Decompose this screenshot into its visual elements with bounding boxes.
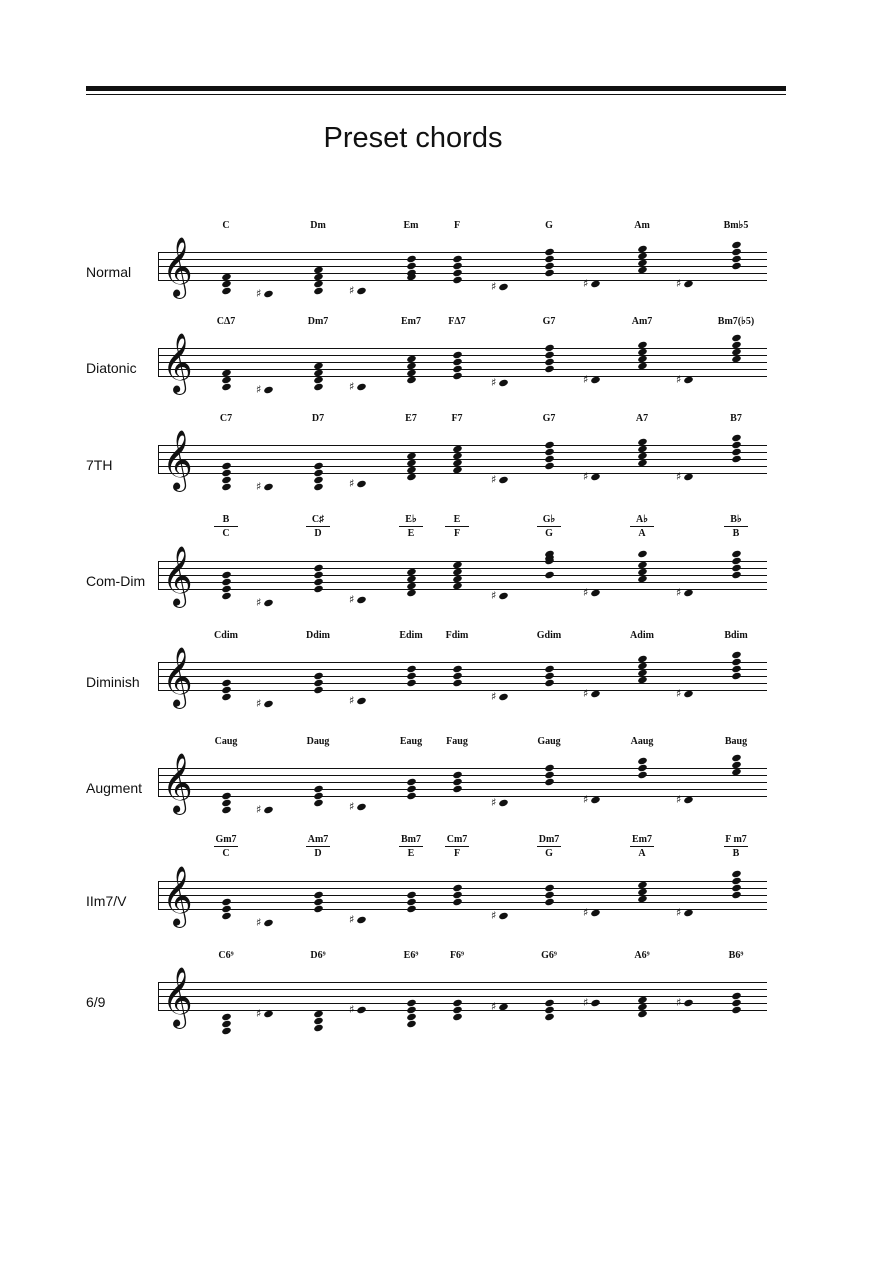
chord-symbol: Ddim [306, 630, 330, 641]
slash-chord [437, 514, 477, 539]
chord-notehead [637, 550, 648, 559]
sharp-icon: ♯ [349, 379, 355, 393]
header-rule [86, 86, 786, 95]
chord-symbol: Faug [446, 736, 468, 747]
chord-symbol: B7 [730, 413, 742, 424]
slash-chord-upper: A♭ [630, 514, 654, 527]
staff-line [158, 683, 767, 684]
slash-chord [716, 834, 756, 859]
chord-symbol: Bdim [724, 630, 748, 641]
slash-chord [716, 514, 756, 539]
slash-chord-bass: A [638, 848, 646, 859]
slash-chord [391, 514, 431, 539]
row-label: Com-Dim [86, 573, 146, 589]
chord-symbol: Dm [310, 220, 326, 231]
chord-symbol: G6⁹ [541, 950, 557, 961]
slash-chord [206, 514, 246, 539]
slash-chord [206, 834, 246, 859]
staff-line [158, 789, 767, 790]
slash-chord [529, 514, 569, 539]
chord-row [0, 952, 893, 1042]
chord-symbol: Fdim [445, 630, 469, 641]
sharp-icon: ♯ [491, 690, 497, 703]
chord-symbol: Bm7(♭5) [717, 316, 755, 327]
chord-symbol: CΔ7 [216, 316, 236, 327]
slash-chord [622, 514, 662, 539]
slash-chord-upper: Cm7 [446, 834, 468, 845]
staff-bar-line [158, 662, 159, 691]
slash-chord-bass: B [732, 528, 740, 539]
chord-notehead [313, 1023, 324, 1032]
slash-chord-upper: Am7 [307, 834, 329, 845]
slash-chord-upper: C♯ [306, 514, 330, 527]
staff-line [158, 888, 767, 889]
staff-line [158, 782, 767, 783]
sharp-icon: ♯ [256, 596, 262, 609]
staff-bar-line [158, 881, 159, 910]
staff-line [158, 266, 767, 267]
staff-line [158, 768, 767, 769]
chord-symbol: Gaug [537, 736, 561, 747]
slash-chord-upper: B♭ [724, 514, 748, 527]
sharp-icon: ♯ [349, 283, 355, 297]
sharp-icon: ♯ [676, 905, 682, 919]
page-title: Preset chords [323, 122, 503, 154]
slash-chord-bass: E [407, 848, 415, 859]
chord-symbol: B6⁹ [728, 950, 744, 961]
slash-chord-bass: G [545, 848, 553, 859]
chord-symbol: C [222, 220, 230, 231]
staff-line [158, 362, 767, 363]
sharp-icon: ♯ [676, 996, 682, 1009]
staff-bar-line [158, 561, 159, 590]
slash-chord [529, 834, 569, 859]
slash-chord-upper: Bm7 [401, 834, 421, 845]
chord-symbol: C7 [219, 413, 233, 424]
slash-chord [391, 834, 431, 859]
slash-chord [437, 834, 477, 859]
chord-symbol: Em7 [401, 316, 421, 327]
slash-chord-upper: Gm7 [215, 834, 237, 845]
chord-row [0, 632, 893, 722]
chord-row [0, 512, 893, 609]
sharp-icon: ♯ [676, 372, 682, 386]
sharp-icon: ♯ [256, 287, 262, 300]
chord-symbol: F7 [451, 413, 463, 424]
staff-line [158, 459, 767, 460]
row-label: IIm7/V [86, 893, 127, 909]
staff-bar-line [158, 445, 159, 474]
sharp-icon: ♯ [676, 686, 682, 700]
sharp-icon: ♯ [676, 469, 682, 483]
slash-chord-bass: B [732, 848, 740, 859]
sharp-icon: ♯ [349, 912, 355, 926]
slash-chord-bass: A [638, 528, 646, 539]
sharp-icon: ♯ [491, 473, 497, 486]
slash-chord-bass: D [314, 528, 322, 539]
chord-row [0, 318, 893, 408]
sharp-icon: ♯ [583, 276, 589, 290]
sharp-icon: ♯ [349, 799, 355, 813]
staff-line [158, 676, 767, 677]
chord-row [0, 222, 893, 312]
treble-clef-icon: 𝄞 [162, 647, 193, 707]
sharp-icon: ♯ [676, 585, 682, 599]
slash-chord-upper: G♭ [537, 514, 561, 527]
slash-chord-upper: B [214, 514, 238, 527]
sharp-icon: ♯ [349, 476, 355, 490]
row-label: 6/9 [86, 994, 106, 1010]
chord-symbol: G7 [542, 316, 556, 327]
row-label: 7TH [86, 457, 113, 473]
slash-chord [298, 834, 338, 859]
staff-line [158, 662, 767, 663]
staff-line [158, 582, 767, 583]
treble-clef-icon: 𝄞 [162, 237, 193, 297]
slash-chord-upper: Em7 [632, 834, 652, 845]
chord-symbol: F6⁹ [449, 950, 465, 961]
row-label: Diminish [86, 674, 140, 690]
sharp-icon: ♯ [256, 383, 262, 396]
staff-line [158, 669, 767, 670]
chord-symbol: Baug [724, 736, 748, 747]
sharp-icon: ♯ [676, 792, 682, 806]
chord-symbol: Eaug [399, 736, 423, 747]
staff-line [158, 252, 767, 253]
chord-notehead [221, 1027, 232, 1036]
treble-clef-icon: 𝄞 [162, 967, 193, 1027]
slash-chord-upper: E [445, 514, 469, 527]
chord-symbol: E6⁹ [403, 950, 419, 961]
chord-symbol: Dm7 [307, 316, 329, 327]
slash-chord [298, 514, 338, 539]
staff-line [158, 561, 767, 562]
staff-line [158, 273, 767, 274]
sharp-icon: ♯ [256, 916, 262, 929]
staff-line [158, 259, 767, 260]
sharp-icon: ♯ [349, 693, 355, 707]
staff-line [158, 568, 767, 569]
treble-clef-icon: 𝄞 [162, 753, 193, 813]
staff-line [158, 452, 767, 453]
chord-symbol: C6⁹ [218, 950, 234, 961]
staff-bar-line [158, 768, 159, 797]
row-label: Normal [86, 264, 132, 280]
sharp-icon: ♯ [349, 592, 355, 606]
staff-line [158, 466, 767, 467]
staff-bar-line [158, 348, 159, 377]
chord-symbol: Aaug [630, 736, 654, 747]
chord-row [0, 415, 893, 505]
chord-symbol: Em [403, 220, 419, 231]
sharp-icon: ♯ [583, 469, 589, 483]
staff-line [158, 348, 767, 349]
chord-symbol: FΔ7 [448, 316, 466, 327]
sharp-icon: ♯ [256, 803, 262, 816]
staff-line [158, 902, 767, 903]
sharp-icon: ♯ [491, 280, 497, 293]
staff-line [158, 355, 767, 356]
chord-symbol: Edim [399, 630, 423, 641]
staff-line [158, 575, 767, 576]
chord-symbol: A7 [635, 413, 649, 424]
chord-symbol: Gdim [536, 630, 562, 641]
sharp-icon: ♯ [491, 796, 497, 809]
chord-symbol: E7 [405, 413, 417, 424]
sharp-icon: ♯ [583, 585, 589, 599]
staff-line [158, 775, 767, 776]
chord-symbol: D6⁹ [310, 950, 326, 961]
chord-symbol: Daug [306, 736, 330, 747]
slash-chord-bass: F [453, 528, 461, 539]
sharp-icon: ♯ [491, 589, 497, 602]
sharp-icon: ♯ [676, 276, 682, 290]
staff-line [158, 445, 767, 446]
sharp-icon: ♯ [583, 372, 589, 386]
slash-chord-bass: C [222, 528, 230, 539]
staff-bar-line [158, 252, 159, 281]
chord-symbol: Bm♭5 [723, 220, 749, 231]
staff-line [158, 895, 767, 896]
chord-symbol: G [545, 220, 553, 231]
slash-chord [622, 834, 662, 859]
staff-line [158, 1010, 767, 1011]
chord-row [0, 738, 893, 828]
row-label: Diatonic [86, 360, 137, 376]
sharp-icon: ♯ [349, 1003, 355, 1016]
sharp-icon: ♯ [256, 697, 262, 710]
sharp-icon: ♯ [491, 376, 497, 389]
slash-chord-bass: D [314, 848, 322, 859]
treble-clef-icon: 𝄞 [162, 430, 193, 490]
sharp-icon: ♯ [583, 686, 589, 700]
staff-line [158, 881, 767, 882]
staff-bar-line [158, 982, 159, 1011]
sharp-icon: ♯ [583, 996, 589, 1009]
row-label: Augment [86, 780, 143, 796]
treble-clef-icon: 𝄞 [162, 866, 193, 926]
sharp-icon: ♯ [583, 792, 589, 806]
slash-chord-bass: F [453, 848, 461, 859]
chord-symbol: A6⁹ [634, 950, 650, 961]
chord-symbol: Adim [630, 630, 654, 641]
treble-clef-icon: 𝄞 [162, 333, 193, 393]
chord-symbol: Am7 [631, 316, 653, 327]
slash-chord-upper: E♭ [399, 514, 423, 527]
sharp-icon: ♯ [583, 905, 589, 919]
sharp-icon: ♯ [491, 909, 497, 922]
slash-chord-upper: F m7 [725, 834, 747, 845]
slash-chord-bass: C [222, 848, 230, 859]
staff-line [158, 369, 767, 370]
slash-chord-upper: Dm7 [538, 834, 560, 845]
chord-symbol: F [453, 220, 461, 231]
sharp-icon: ♯ [256, 1006, 262, 1020]
chord-symbol: D7 [311, 413, 325, 424]
chord-symbol: Caug [214, 736, 238, 747]
slash-chord-bass: E [407, 528, 415, 539]
sharp-icon: ♯ [491, 999, 497, 1013]
slash-chord-bass: G [545, 528, 553, 539]
staff-line [158, 989, 767, 990]
chord-row [0, 834, 893, 929]
chord-symbol: G7 [542, 413, 556, 424]
chord-symbol: Am [634, 220, 650, 231]
chord-symbol: Cdim [214, 630, 238, 641]
treble-clef-icon: 𝄞 [162, 546, 193, 606]
staff-line [158, 982, 767, 983]
sharp-icon: ♯ [256, 480, 262, 493]
